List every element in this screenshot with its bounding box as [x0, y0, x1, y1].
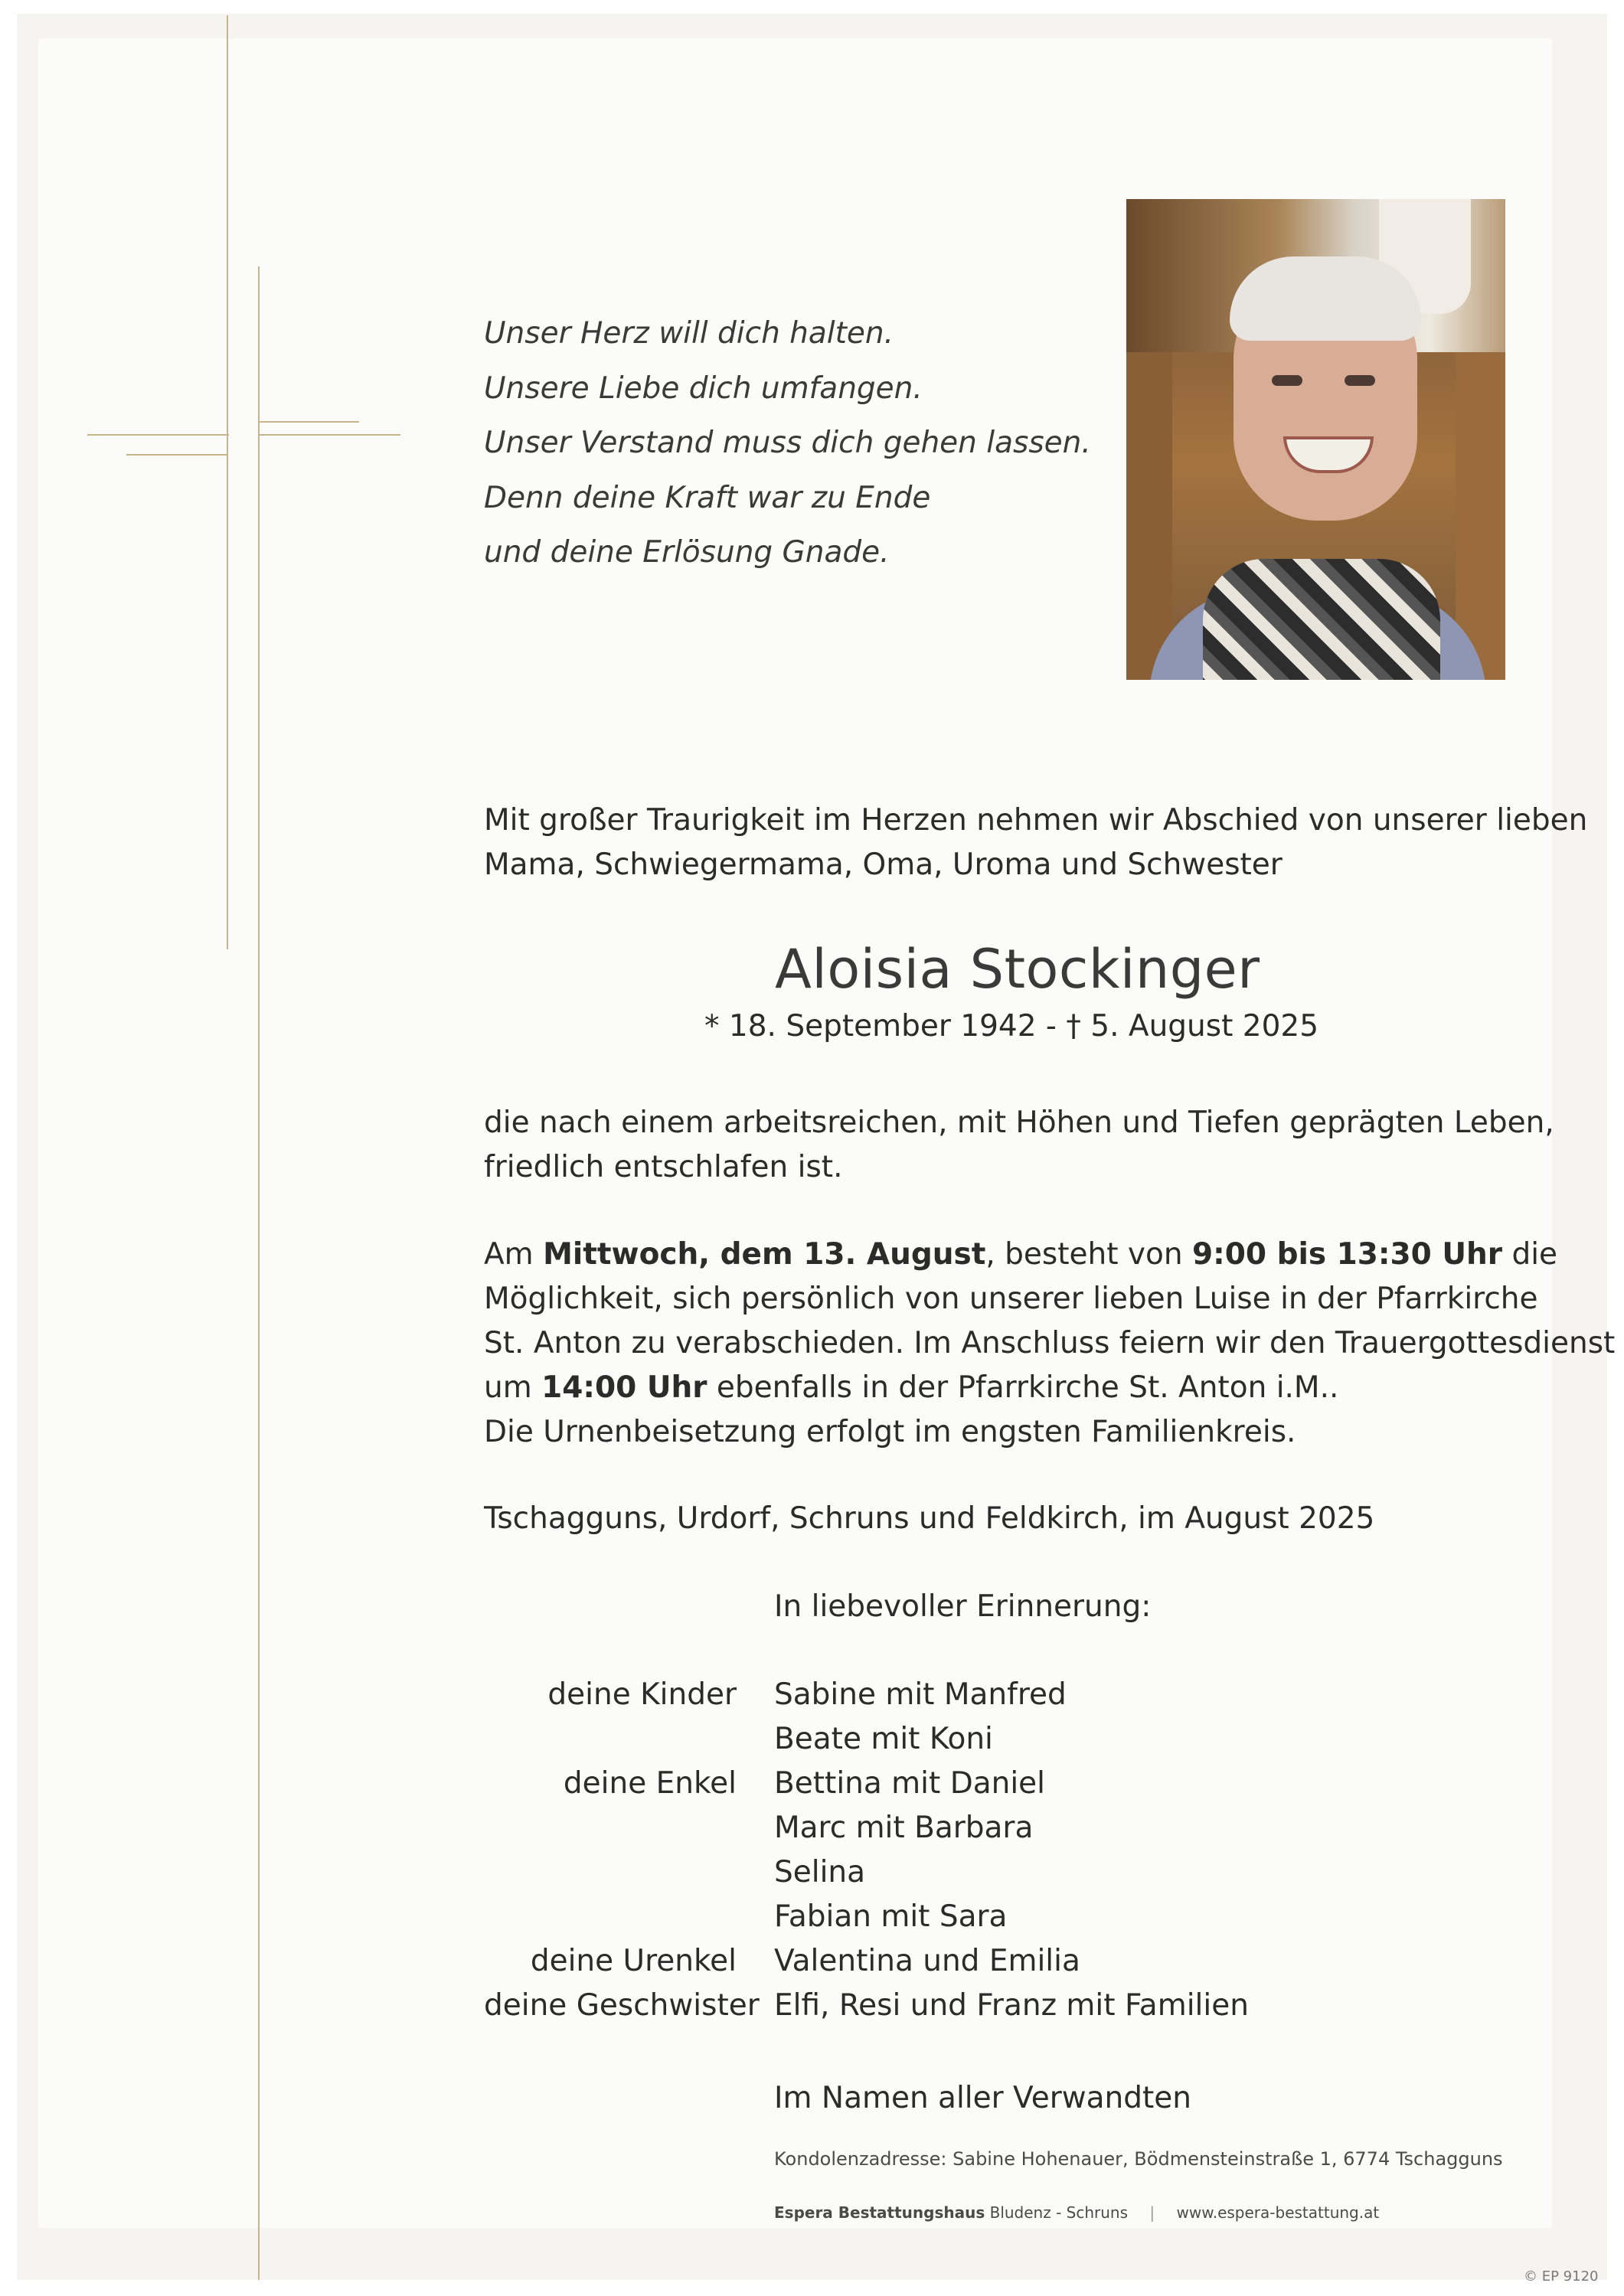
ceremony-line: Die Urnenbeisetzung erfolgt im engsten Familienkreis.	[484, 1415, 1296, 1449]
intro-line: Mit großer Traurigkeit im Herzen nehmen wir Abschied von unserer lieben	[484, 803, 1588, 838]
poem	[484, 306, 1091, 580]
ceremony-line: Möglichkeit, sich persönlich von unserer lieben Luise in der Pfarrkirche	[484, 1282, 1538, 1316]
intro-text	[484, 799, 1587, 887]
poem-line: Unser Herz will dich halten.	[484, 316, 894, 351]
poem-line: und deine Erlösung Gnade.	[484, 535, 890, 570]
family-member: Beate mit Koni	[774, 1722, 993, 1756]
ceremony-text	[484, 1233, 1615, 1455]
condolence-address: Kondolenzadresse: Sabine Hohenauer, Bödmensteinstraße 1, 6774 Tschagguns	[774, 2148, 1503, 2170]
deceased-name: Aloisia Stockinger	[775, 938, 1260, 1001]
family-member: Selina	[774, 1855, 866, 1889]
family-member: Fabian mit Sara	[774, 1899, 1008, 1934]
ceremony-line: St. Anton zu verabschieden. Im Anschluss feiern wir den Trauergottesdienst	[484, 1326, 1616, 1360]
family-names-urenkel	[774, 1939, 1080, 1984]
life-line: friedlich entschlafen ist.	[484, 1150, 843, 1184]
family-label-geschwister: deine Geschwister	[484, 1988, 760, 2023]
poem-line: Denn deine Kraft war zu Ende	[484, 480, 931, 515]
life-line: die nach einem arbeitsreichen, mit Höhen und Tiefen geprägten Leben,	[484, 1106, 1554, 1140]
footer-website[interactable]: www.espera-bestattung.at	[1176, 2203, 1380, 2222]
family-names-enkel	[774, 1762, 1045, 1939]
family-member: Marc mit Barbara	[774, 1811, 1034, 1845]
poem-line: Unsere Liebe dich umfangen.	[484, 371, 923, 406]
family-names-geschwister	[774, 1984, 1249, 2028]
footer-separator: |	[1149, 2203, 1155, 2222]
footer-locations: Bludenz - Schruns	[985, 2203, 1129, 2222]
place-date: Tschagguns, Urdorf, Schruns und Feldkirch, im August 2025	[484, 1501, 1375, 1536]
poem-line: Unser Verstand muss dich gehen lassen.	[484, 426, 1091, 460]
family-label-urenkel: deine Urenkel	[530, 1944, 737, 1978]
print-code: © EP 9120	[1524, 2268, 1599, 2285]
service-time: 14:00 Uhr	[541, 1370, 707, 1405]
family-names-kinder	[774, 1673, 1067, 1762]
life-text	[484, 1101, 1554, 1190]
family-member: Bettina mit Daniel	[774, 1766, 1046, 1801]
family-member: Valentina und Emilia	[774, 1944, 1080, 1978]
ceremony-line: Am Mittwoch, dem 13. August, besteht von 9:00 bis 13:30 Uhr die	[484, 1237, 1558, 1272]
family-label-enkel: deine Enkel	[563, 1766, 737, 1801]
family-member: Elfi, Resi und Franz mit Familien	[774, 1988, 1249, 2023]
life-dates: * 18. September 1942 - † 5. August 2025	[704, 1009, 1319, 1043]
intro-line: Mama, Schwiegermama, Oma, Uroma und Schwester	[484, 848, 1283, 882]
footer-company: Espera Bestattungshaus	[774, 2203, 985, 2222]
portrait-photo	[1126, 199, 1505, 680]
viewing-time: 9:00 bis 13:30 Uhr	[1192, 1237, 1503, 1272]
ceremony-line: um 14:00 Uhr ebenfalls in der Pfarrkirche St. Anton i.M..	[484, 1370, 1339, 1405]
family-member: Sabine mit Manfred	[774, 1677, 1067, 1712]
ceremony-day: Mittwoch, dem 13. August	[543, 1237, 986, 1272]
footer-line	[774, 2203, 1379, 2222]
closing-signature: Im Namen aller Verwandten	[774, 2081, 1192, 2115]
family-label-kinder: deine Kinder	[547, 1677, 737, 1712]
remembrance-heading: In liebevoller Erinnerung:	[774, 1589, 1152, 1624]
